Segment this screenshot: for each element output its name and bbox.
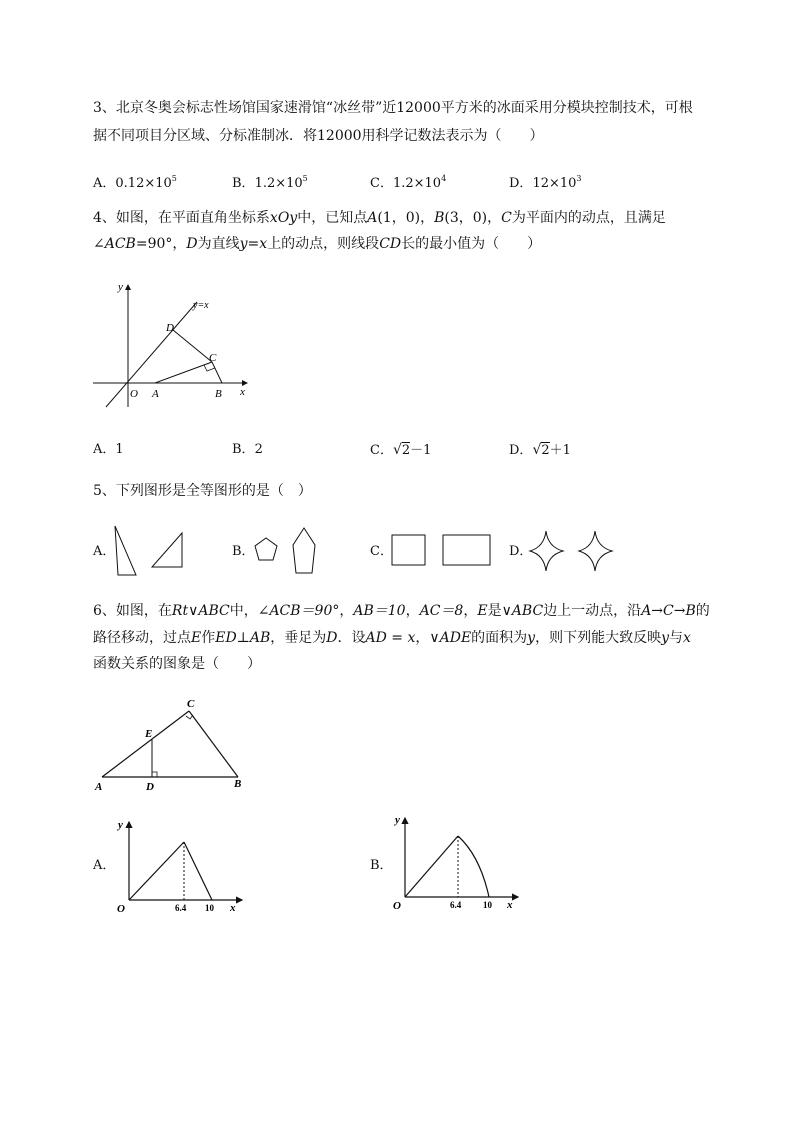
svg-text:y: y bbox=[395, 814, 400, 826]
q6-graph-b bbox=[388, 808, 528, 913]
q5-text: 5、下列图形是全等图形的是（ ） bbox=[93, 483, 312, 499]
sqrt-sign: √ bbox=[392, 442, 402, 458]
label-b: B bbox=[215, 388, 222, 400]
segment-cb bbox=[212, 362, 222, 383]
q5-option-a-triangles bbox=[110, 522, 190, 578]
q3-line-1: 3、北京冬奥会标志性场馆国家速滑馆“冰丝带”近12000平方米的冰面采用分模块控制技术，可根 bbox=[93, 100, 693, 116]
side-cb bbox=[189, 711, 238, 777]
q4-option-a[interactable]: A．1 bbox=[93, 442, 124, 457]
label-y: y bbox=[118, 281, 123, 293]
svg-text:y: y bbox=[118, 819, 123, 831]
graph-a-rise bbox=[129, 842, 184, 900]
label-c: C bbox=[209, 352, 217, 364]
side-ac bbox=[102, 711, 189, 777]
svg-text:O: O bbox=[393, 900, 401, 912]
label-yx: y=x bbox=[193, 300, 209, 311]
q5-option-b-label[interactable]: B． bbox=[232, 544, 255, 559]
q3-option-c[interactable]: C．$1.2\times 10^4$ bbox=[370, 174, 447, 191]
q5-option-d-label[interactable]: D． bbox=[509, 544, 533, 559]
svg-text:O: O bbox=[117, 903, 125, 915]
q6-line-2: 路径移动，过点E作ED⊥AB，垂足为D．设AD = x，∨ADE的面积为y，则下列能大致反映y与x bbox=[93, 630, 691, 646]
svg-text:x: x bbox=[230, 902, 236, 914]
svg-text:A: A bbox=[95, 781, 103, 792]
q6-triangle-figure bbox=[90, 692, 250, 792]
graph-a-fall bbox=[184, 842, 212, 900]
label-o: O bbox=[130, 388, 138, 400]
q6-option-b-label[interactable]: B． bbox=[370, 858, 393, 873]
q6-option-a-label[interactable]: A． bbox=[93, 858, 116, 873]
label-a: A bbox=[152, 388, 159, 400]
q5-option-b-pentagons bbox=[250, 525, 325, 577]
q6-line-3: 函数关系的图象是（ ） bbox=[93, 656, 261, 672]
svg-text:6.4: 6.4 bbox=[450, 900, 462, 910]
svg-text:10: 10 bbox=[205, 903, 214, 913]
sqrt-sign: √ bbox=[532, 442, 542, 458]
q4-line-2: ∠ACB=90°，D为直线y=x上的动点，则线段CD长的最小值为（ ） bbox=[93, 236, 542, 252]
svg-text:6.4: 6.4 bbox=[175, 903, 187, 913]
svg-text:E: E bbox=[145, 728, 153, 740]
segment-dc bbox=[173, 330, 212, 362]
segment-ac bbox=[155, 362, 212, 383]
graph-b-rise bbox=[405, 836, 458, 897]
label-d: D bbox=[166, 322, 174, 334]
svg-text:x: x bbox=[507, 899, 513, 911]
label-x: x bbox=[240, 386, 245, 398]
q4-option-c[interactable]: C．√2－1 bbox=[370, 442, 432, 458]
q6-graph-a bbox=[112, 812, 252, 917]
q3-line-2: 据不同项目分区域、分标准制冰．将12000用科学记数法表示为（ ） bbox=[93, 128, 544, 144]
right-angle-mark-d bbox=[152, 772, 157, 777]
svg-text:10: 10 bbox=[483, 900, 492, 910]
q6-line-1: 6、如图，在Rt∨ABC中，∠ACB＝90°，AB＝10，AC＝8，E是∨ABC边上一动点，沿A→C→B的 bbox=[93, 603, 710, 619]
q4-line-1: 4、如图，在平面直角坐标系xOy中，已知点A(1，0)，B(3，0)，C为平面内的动点，且满足 bbox=[93, 210, 666, 226]
q4-option-b[interactable]: B．2 bbox=[232, 442, 263, 457]
q5-option-c-label[interactable]: C． bbox=[370, 544, 393, 559]
q4-coordinate-figure bbox=[85, 275, 260, 415]
q5-option-a-label[interactable]: A． bbox=[93, 544, 116, 559]
svg-text:B: B bbox=[234, 778, 242, 790]
q3-option-b[interactable]: B．$1.2\times 10^5$ bbox=[232, 174, 308, 191]
svg-text:C: C bbox=[187, 698, 195, 710]
q3-option-a[interactable]: A．$0.12\times 10^5$ bbox=[93, 174, 177, 191]
q5-option-d-stars bbox=[527, 528, 617, 574]
q4-option-d[interactable]: D．√2＋1 bbox=[509, 442, 571, 458]
svg-text:D: D bbox=[146, 781, 154, 792]
q5-option-c-rectangles bbox=[388, 530, 493, 570]
graph-b-fall-curve bbox=[458, 836, 489, 897]
q3-option-d[interactable]: D．$12\times 10^3$ bbox=[509, 174, 582, 191]
